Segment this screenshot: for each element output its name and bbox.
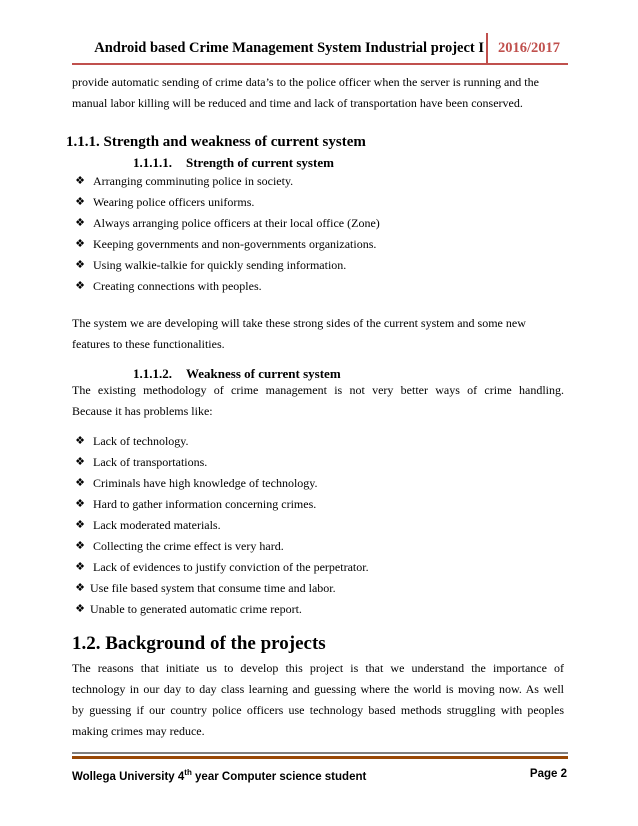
diamond-bullet-icon: ❖ [75,477,85,489]
list-item: ❖ Arranging comminuting police in society. [74,171,380,192]
background-line-1: The reasons that initiate us to develop this project is that we understand the importance of [72,661,564,675]
header-title: Android based Crime Management System Industrial project I [94,40,484,56]
diamond-bullet-icon: ❖ [75,280,85,292]
weakness-list-extra [74,578,336,620]
list-item: ❖ Hard to gather information concerning crimes. [74,494,369,515]
list-item: ❖ Always arranging police officers at their local office (Zone) [74,213,380,234]
header-year: 2016/2017 [497,40,560,56]
list-item: ❖ Wearing police officers uniforms. [74,192,380,213]
header-separator [486,33,488,63]
weakness-intro-line-1: The existing methodology of crime management is not very better ways of crime handling. [72,383,564,397]
list-item: ❖ Use file based system that consume time and labor. [74,578,336,599]
intro-line-1: provide automatic sending of crime data’s to the police officer when the server is running and the [72,75,539,89]
list-item: ❖ Unable to generated automatic crime report. [74,599,336,620]
section-heading-1-2: 1.2. Background of the projects [72,633,326,654]
list-item: ❖ Lack of evidences to justify conviction of the perpetrator. [74,557,369,578]
list-item: ❖ Collecting the crime effect is very hard. [74,536,369,557]
footer-page-number: Page 2 [529,768,567,780]
strength-after-line-2: features to these functionalities. [72,337,225,351]
section-heading-1-1-1: 1.1.1. Strength and weakness of current system [66,134,366,150]
list-item: ❖ Criminals have high knowledge of technology. [74,473,369,494]
subsection-title: Strength of current system [186,155,334,170]
strength-after-line-1: The system we are developing will take these strong sides of the current system and some new [72,316,526,330]
intro-line-2: manual labor killing will be reduced and time and lack of transportation have been conserved. [72,96,523,110]
footer-author: Wollega University 4th year Computer science student [72,768,367,783]
diamond-bullet-icon: ❖ [75,582,85,594]
diamond-bullet-icon: ❖ [75,540,85,552]
diamond-bullet-icon: ❖ [75,196,85,208]
diamond-bullet-icon: ❖ [75,519,85,531]
diamond-bullet-icon: ❖ [75,435,85,447]
subsection-number: 1.1.1.2. [133,366,172,381]
diamond-bullet-icon: ❖ [75,238,85,250]
background-line-3: by guessing if our country police officers use technology based methods struggling with peoples [72,703,564,717]
list-item: ❖ Lack of transportations. [74,452,369,473]
diamond-bullet-icon: ❖ [75,259,85,271]
subsection-title: Weakness of current system [186,366,341,381]
weakness-intro-line-2: Because it has problems like: [72,404,213,418]
subsection-number: 1.1.1.1. [133,155,172,170]
page-header [72,33,568,65]
strength-list [74,171,380,297]
diamond-bullet-icon: ❖ [75,456,85,468]
list-item: ❖ Lack moderated materials. [74,515,369,536]
list-item: ❖ Using walkie-talkie for quickly sending information. [74,255,380,276]
diamond-bullet-icon: ❖ [75,603,85,615]
list-item: ❖ Lack of technology. [74,431,369,452]
weakness-list [74,431,369,578]
diamond-bullet-icon: ❖ [75,561,85,573]
footer-rule-thin [72,752,568,754]
diamond-bullet-icon: ❖ [75,217,85,229]
list-item: ❖ Creating connections with peoples. [74,276,380,297]
list-item: ❖ Keeping governments and non-governments organizations. [74,234,380,255]
background-line-4: making crimes may reduce. [72,724,205,738]
background-line-2: technology in our day to day class learning and guessing where the world is moving now. As well [72,682,564,696]
diamond-bullet-icon: ❖ [75,175,85,187]
subsection-heading-strength [133,155,334,171]
diamond-bullet-icon: ❖ [75,498,85,510]
footer-rule-thick [72,756,568,759]
